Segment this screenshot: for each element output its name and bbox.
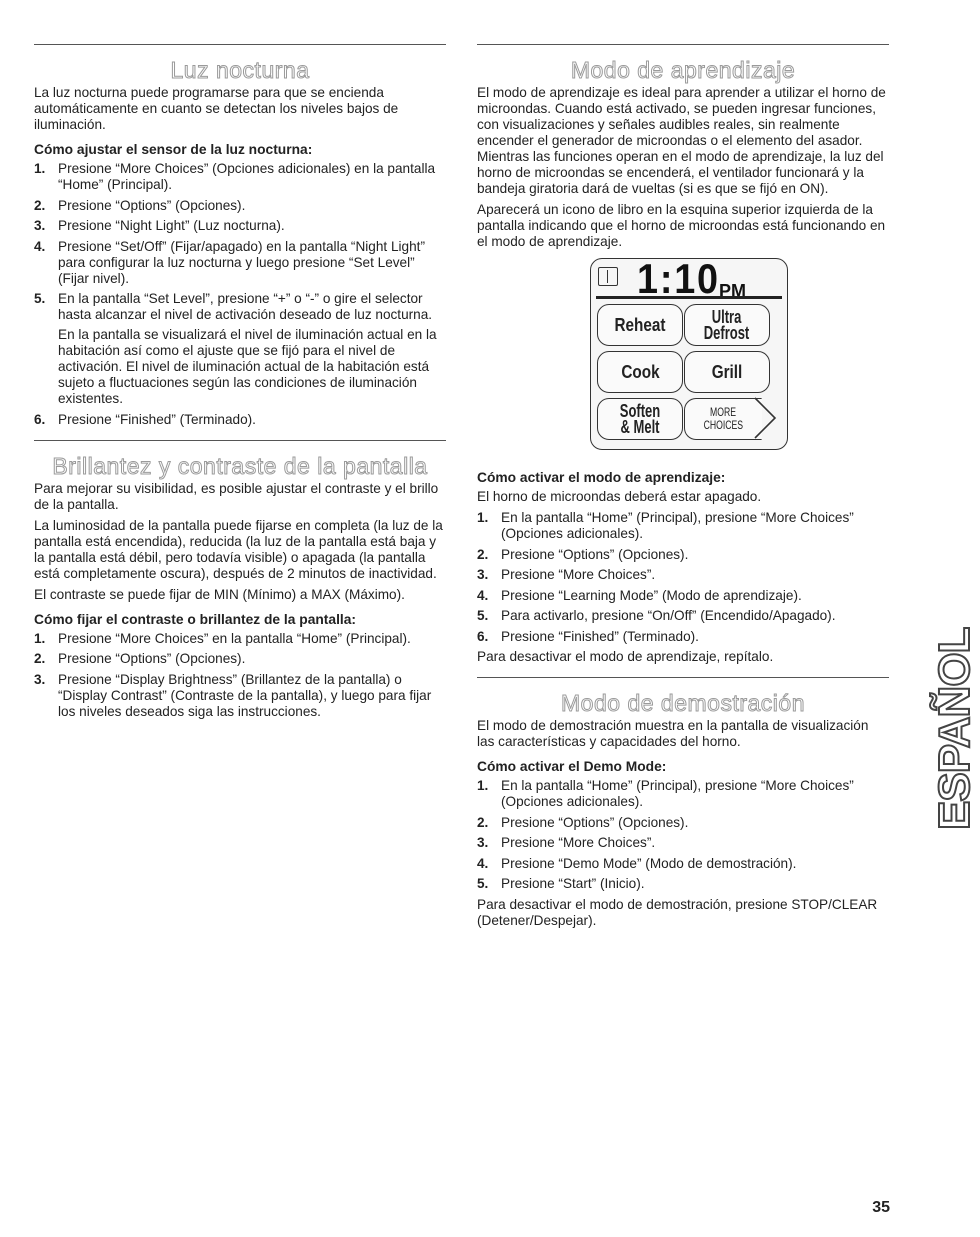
paragraph: En la pantalla se visualizará el nivel de iluminación actual en la habitación así como el ajuste que se fijó para el nivel de activación. El nivel de iluminación actual de la habitación está sujeto a fluctuaciones según las condiciones de iluminación existentes.: [58, 327, 437, 406]
paragraph: El contraste se puede fijar de MIN (Mínimo) a MAX (Máximo).: [34, 586, 405, 602]
section-brillantez: [34, 453, 446, 720]
step: 5. Para activarlo, presione “On/Off” (Encendido/Apagado).: [477, 608, 836, 623]
divider: [34, 440, 446, 441]
step: 6. Presione “Finished” (Terminado).: [34, 411, 256, 427]
step: 2. Presione “Options” (Opciones).: [34, 651, 246, 666]
soften-melt-button: Soften & Melt: [597, 398, 683, 440]
steps-list: [34, 631, 446, 720]
ultra-defrost-button: Ultra Defrost: [684, 304, 770, 346]
paragraph: Para mejorar su visibilidad, es posible ajustar el contraste y el brillo de la pantalla.: [34, 480, 439, 512]
oven-display-illustration: [590, 255, 788, 450]
paragraph: El modo de demostración muestra en la pantalla de visualización las características y capacidades del horno.: [477, 718, 869, 749]
step: 1. Presione “More Choices” en la pantalla “Home” (Principal).: [34, 630, 411, 646]
step: 3. Presione “More Choices”.: [477, 567, 656, 582]
steps-list: [34, 161, 446, 428]
step: 4. Presione “Set/Off” (Fijar/apagado) en la pantalla “Night Light” para configurar la luz nocturna y luego presione “Set Level” (Fijar nivel).: [34, 238, 425, 286]
left-column: [34, 44, 446, 724]
section-title: Modo de demostración: [561, 690, 805, 716]
step: 3. Presione “Night Light” (Luz nocturna).: [34, 218, 285, 233]
clock-ampm: PM: [719, 281, 746, 301]
steps-list: [477, 778, 889, 892]
paragraph: Aparecerá un icono de libro en la esquina superior izquierda de la pantalla indicando que el horno de microondas está funcionando en el modo de aprendizaje.: [477, 202, 886, 249]
clock-time: 1:10: [637, 255, 720, 302]
step: 2. Presione “Options” (Opciones).: [34, 197, 246, 213]
paragraph: Para desactivar el modo de aprendizaje, repítalo.: [477, 649, 774, 664]
section-title: Luz nocturna: [170, 57, 310, 83]
divider: [477, 44, 889, 45]
step: 2. Presione “Options” (Opciones).: [477, 814, 689, 830]
side-language-label: ESPAÑOL: [930, 627, 979, 830]
paragraph: Para desactivar el modo de demostración, presione STOP/CLEAR (Detener/Despejar).: [477, 896, 878, 928]
step: 5. En la pantalla “Set Level”, presione “+” o “-” o gire el selector hasta alcanzar el nivel de activación deseado de luz nocturna. En la pantalla se visualizará el nivel de iluminación actual en la habitación así como el ajuste que se fijó para el nivel de activación. El nivel de iluminación actual de la habitación está sujeto a fluctuaciones según las condiciones de iluminación existentes.: [34, 291, 446, 407]
subheading: Cómo activar el modo de aprendizaje:: [477, 470, 726, 485]
step: 3. Presione “More Choices”.: [477, 835, 656, 850]
step: 4. Presione “Demo Mode” (Modo de demostración).: [477, 855, 797, 871]
divider: [477, 677, 889, 678]
section-title: Modo de aprendizaje: [570, 57, 796, 83]
more-choices-button: MORE CHOICES: [684, 398, 762, 440]
subheading: Cómo ajustar el sensor de la luz nocturna:: [34, 142, 313, 157]
display-underline: [596, 296, 782, 299]
grill-button: Grill: [684, 351, 770, 393]
chevron-right-icon: [755, 397, 777, 439]
step: 2. Presione “Options” (Opciones).: [477, 546, 689, 562]
steps-list: [477, 510, 889, 645]
section-luz-nocturna: [34, 57, 446, 428]
step: 1. Presione “More Choices” (Opciones adicionales) en la pantalla “Home” (Principal).: [34, 161, 436, 192]
step: 6. Presione “Finished” (Terminado).: [477, 628, 699, 644]
reheat-button: Reheat: [597, 304, 683, 346]
paragraph: La luz nocturna puede programarse para que se encienda automáticamente en cuanto se detectan los niveles bajos de iluminación.: [34, 85, 399, 132]
section-modo-aprendizaje: [477, 57, 889, 665]
step: 1. En la pantalla “Home” (Principal), presione “More Choices” (Opciones adicionales).: [477, 510, 854, 541]
paragraph: La luminosidad de la pantalla puede fijarse en completa (la luz de la pantalla está encendida), reducida (la luz de la pantalla está baja y la pantalla está débil, pero todavía visible) o apagada (la pantalla está completamente oscura), después de 2 minutos de inactividad.: [34, 517, 443, 581]
paragraph: El horno de microondas deberá estar apagado.: [477, 489, 762, 504]
paragraph: El modo de aprendizaje es ideal para aprender a utilizar el horno de microondas. Cuando está activado, se pueden ingresar funciones, con visualizaciones y señales audibles reales, sin realmente encender el generador de microondas o el elemento del asador. Mientras las funciones operan en el modo de aprendizaje, la luz del horno de microondas se encenderá, el ventilador funcionará y la bandeja giratoria dará de vueltas (si es que se fijó en ON).: [477, 85, 886, 196]
page-number: 35: [872, 1199, 890, 1216]
section-modo-demostracion: [477, 690, 889, 929]
step: 4. Presione “Learning Mode” (Modo de aprendizaje).: [477, 587, 802, 603]
subheading: Cómo activar el Demo Mode:: [477, 759, 667, 774]
step: 3. Presione “Display Brightness” (Brillantez de la pantalla) o “Display Contrast” (Contraste de la pantalla), y luego para fijar los niveles deseados siga las instrucciones.: [34, 671, 432, 719]
step: 1. En la pantalla “Home” (Principal), presione “More Choices” (Opciones adicionales).: [477, 778, 854, 809]
book-icon: [598, 267, 618, 286]
step: 5. Presione “Start” (Inicio).: [477, 876, 645, 891]
right-column: [477, 44, 889, 934]
subheading: Cómo fijar el contraste o brillantez de la pantalla:: [34, 611, 356, 627]
divider: [34, 44, 446, 45]
section-title: Brillantez y contraste de la pantalla: [52, 452, 428, 479]
cook-button: Cook: [597, 351, 683, 393]
